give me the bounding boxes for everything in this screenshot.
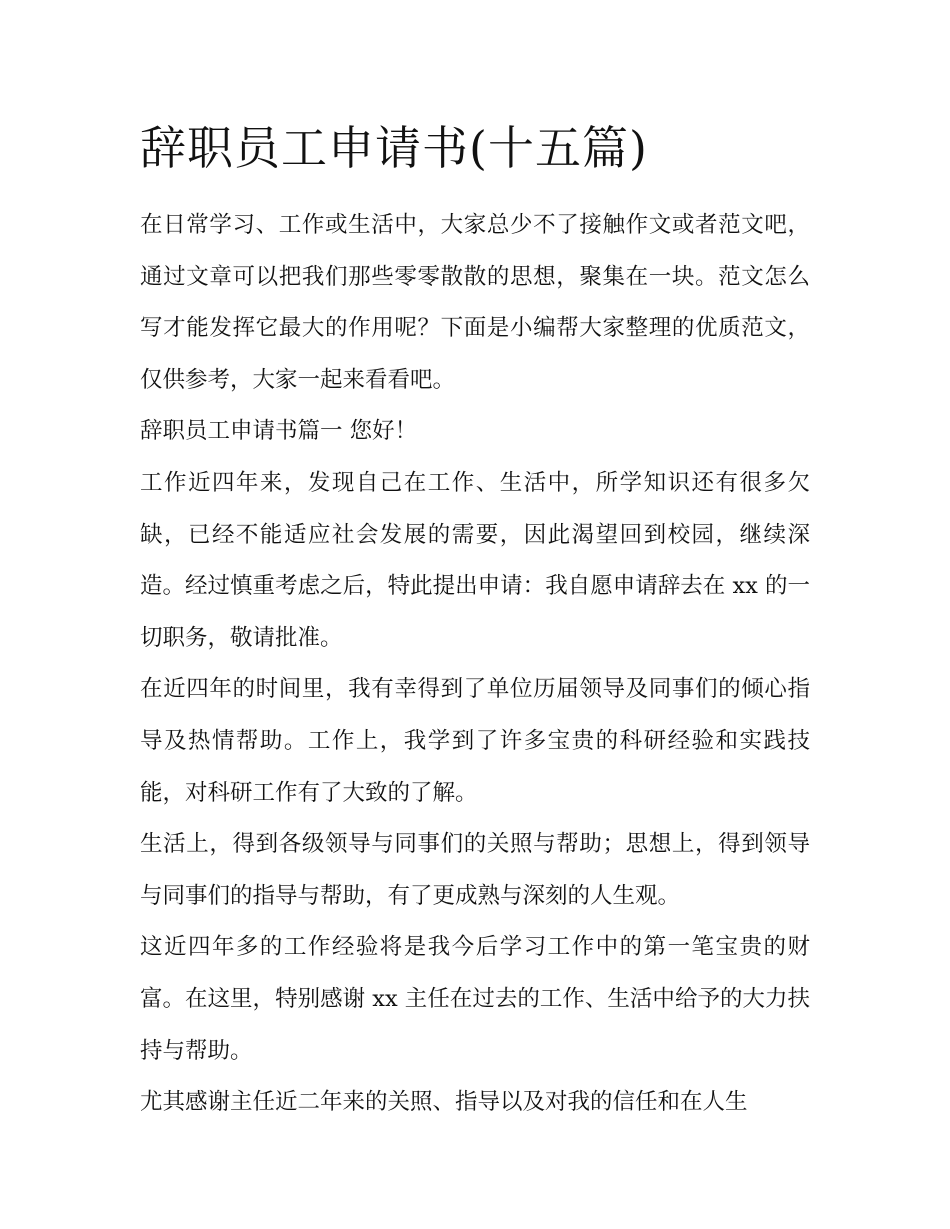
document-title: 辞职员工申请书(十五篇) <box>140 121 648 175</box>
body-paragraph: 在近四年的时间里，我有幸得到了单位历届领导及同事们的倾心指导及热情帮助。工作上，我学到了许多宝贵的科研经验和实践技能，对科研工作有了大致的了解。 <box>140 676 810 806</box>
document-body <box>140 118 810 1129</box>
body-paragraph: 这近四年多的工作经验将是我今后学习工作中的第一笔宝贵的财富。在这里，特别感谢 xx 主任在过去的工作、生活中给予的大力扶持与帮助。 <box>140 934 810 1064</box>
body-paragraph: 尤其感谢主任近二年来的关照、指导以及对我的信任和在人生 <box>140 1089 748 1116</box>
section-heading-letter-one: 辞职员工申请书篇一 您好！ <box>140 418 418 445</box>
body-paragraph: 工作近四年来，发现自己在工作、生活中，所学知识还有很多欠缺，已经不能适应社会发展的需要，因此渴望回到校园，继续深造。经过慎重考虑之后，特此提出申请：我自愿申请辞去在 xx 的一切职务，敬请批准。 <box>140 469 810 651</box>
intro-paragraph: 在日常学习、工作或生活中，大家总少不了接触作文或者范文吧，通过文章可以把我们那些零零散散的思想，聚集在一块。范文怎么写才能发挥它最大的作用呢？下面是小编帮大家整理的优质范文，仅供参考，大家一起来看看吧。 <box>140 212 810 393</box>
body-paragraph: 生活上，得到各级领导与同事们的关照与帮助；思想上，得到领导与同事们的指导与帮助，有了更成熟与深刻的人生观。 <box>140 831 810 909</box>
